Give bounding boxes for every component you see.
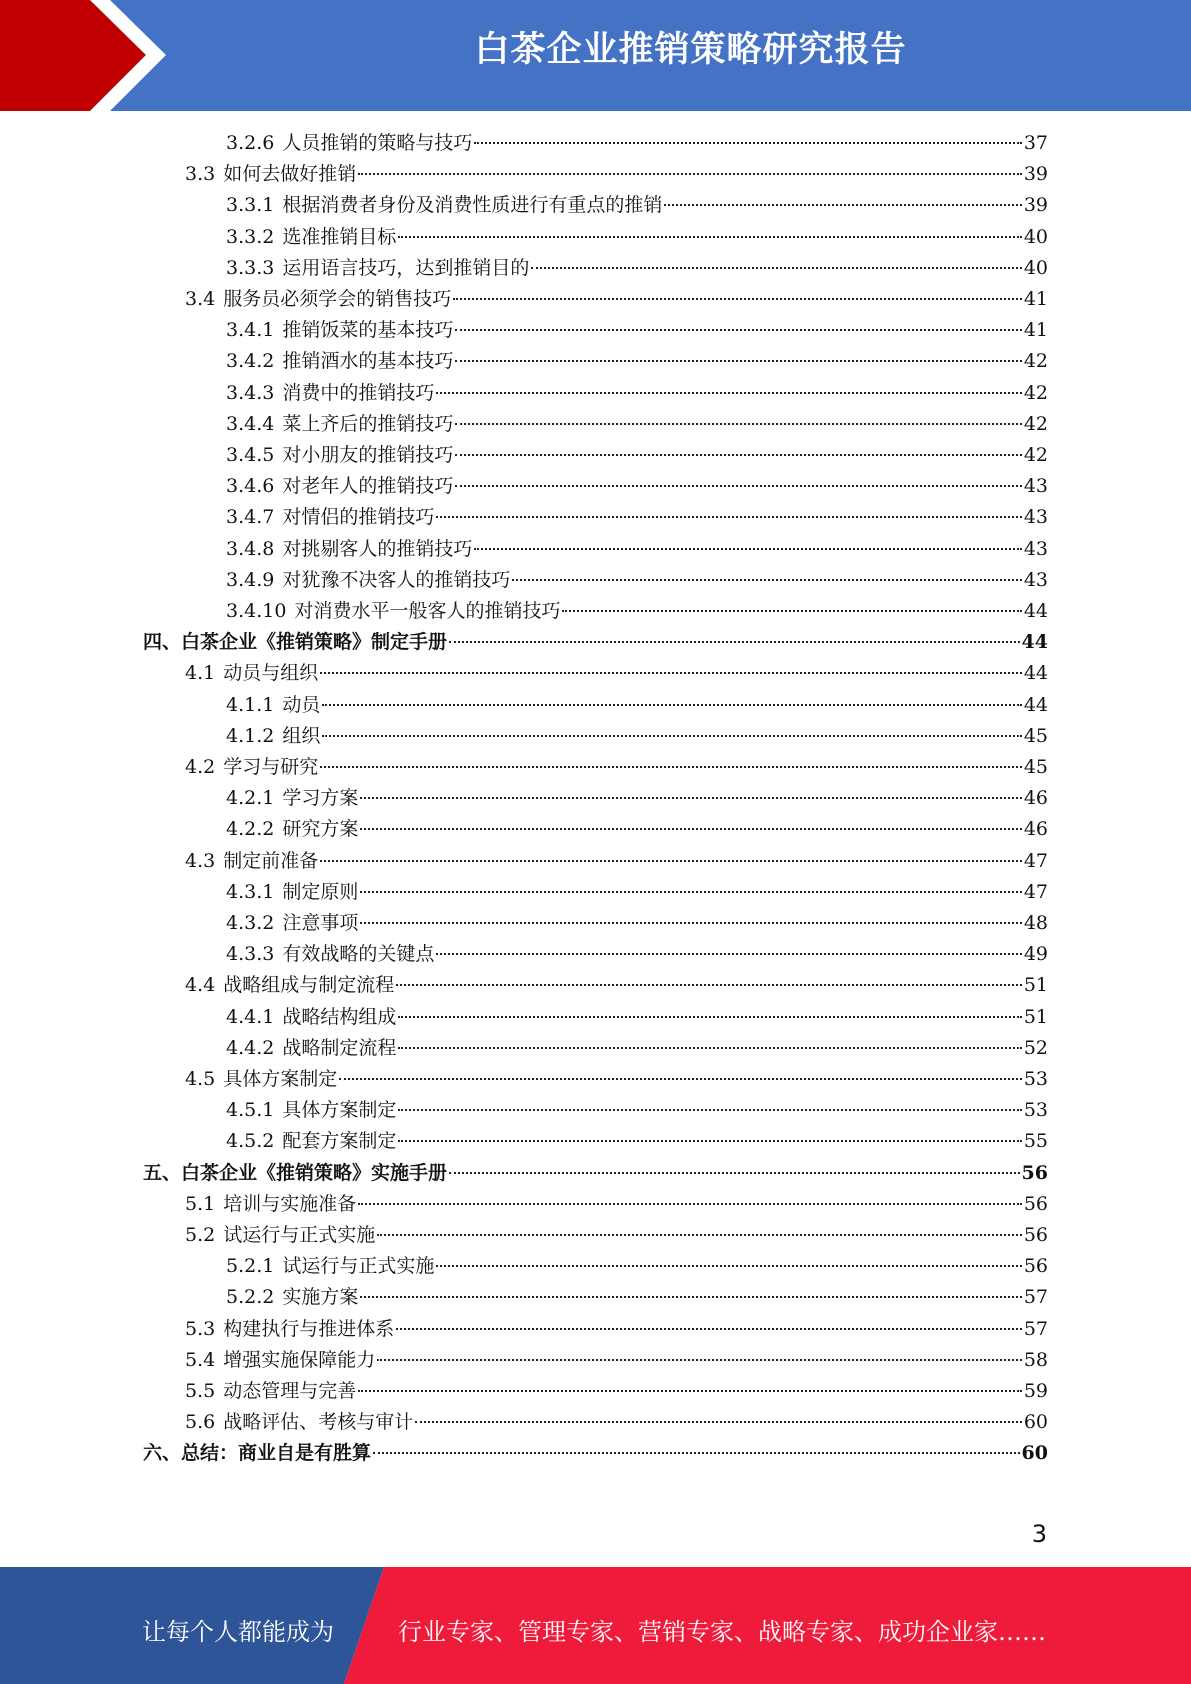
toc-entry-page: 43 bbox=[1023, 568, 1048, 591]
toc-dot-leader bbox=[562, 610, 1021, 612]
toc-entry-page: 53 bbox=[1023, 1068, 1048, 1090]
toc-entry-title: 白茶企业《推销策略》制定手册 bbox=[181, 631, 448, 654]
toc-entry[interactable] bbox=[185, 1345, 1048, 1376]
toc-entry-page: 42 bbox=[1023, 444, 1048, 466]
toc-entry-page: 59 bbox=[1023, 1380, 1048, 1402]
toc-dot-leader bbox=[360, 922, 1021, 924]
toc-entry[interactable] bbox=[226, 1095, 1048, 1126]
toc-entry-page: 43 bbox=[1023, 537, 1048, 560]
toc-dot-leader bbox=[358, 173, 1022, 175]
toc-entry[interactable] bbox=[185, 1407, 1048, 1438]
toc-entry[interactable] bbox=[226, 471, 1048, 502]
toc-entry[interactable] bbox=[185, 658, 1048, 689]
toc-entry-title: 动员 bbox=[282, 693, 321, 716]
toc-entry-title: 学习方案 bbox=[282, 787, 359, 810]
toc-entry[interactable] bbox=[226, 222, 1048, 253]
toc-dot-leader bbox=[512, 579, 1021, 581]
toc-entry-title: 对情侣的推销技巧 bbox=[282, 506, 435, 529]
toc-entry[interactable] bbox=[226, 1033, 1048, 1064]
toc-entry[interactable] bbox=[226, 939, 1048, 970]
toc-entry-number: 4.4.1 bbox=[226, 1005, 275, 1028]
toc-dot-leader bbox=[360, 797, 1021, 799]
toc-entry-title: 增强实施保障能力 bbox=[223, 1348, 376, 1371]
toc-entry-page: 47 bbox=[1023, 849, 1048, 872]
toc-entry-number: 3.4.8 bbox=[226, 537, 275, 560]
toc-entry-title: 试运行与正式实施 bbox=[282, 1255, 435, 1278]
toc-dot-leader bbox=[377, 1359, 1022, 1361]
toc-entry-title: 动员与组织 bbox=[223, 662, 319, 685]
toc-entry-title: 构建执行与推进体系 bbox=[223, 1317, 395, 1340]
toc-entry-page: 57 bbox=[1023, 1286, 1048, 1309]
toc-dot-leader bbox=[398, 1140, 1021, 1142]
toc-entry-number: 4.4 bbox=[185, 974, 216, 997]
footer-slogan-left: 让每个人都能成为 bbox=[142, 1618, 334, 1646]
toc-entry-number: 六、 bbox=[143, 1442, 182, 1465]
toc-entry-page: 41 bbox=[1023, 319, 1048, 342]
toc-entry-title: 有效战略的关键点 bbox=[282, 943, 435, 966]
toc-dot-leader bbox=[436, 392, 1021, 394]
toc-entry[interactable] bbox=[226, 1002, 1048, 1033]
toc-entry-number: 4.3.3 bbox=[226, 943, 275, 966]
toc-entry[interactable] bbox=[226, 190, 1048, 221]
toc-entry-page: 43 bbox=[1023, 475, 1048, 498]
toc-entry-number: 5.3 bbox=[185, 1317, 216, 1340]
toc-entry-page: 39 bbox=[1023, 194, 1048, 217]
toc-entry-page: 56 bbox=[1023, 1255, 1048, 1278]
toc-entry-page: 44 bbox=[1023, 600, 1048, 622]
toc-entry-page: 45 bbox=[1023, 756, 1048, 778]
toc-dot-leader bbox=[453, 298, 1022, 300]
toc-entry-number: 4.5.2 bbox=[226, 1130, 275, 1153]
toc-entry-title: 具体方案制定 bbox=[282, 1099, 397, 1122]
toc-entry-title: 人员推销的策略与技巧 bbox=[282, 132, 473, 154]
toc-entry[interactable] bbox=[143, 1158, 1048, 1189]
toc-entry-number: 5.4 bbox=[185, 1348, 216, 1371]
toc-entry-page: 39 bbox=[1023, 163, 1048, 186]
toc-entry-number: 4.3.2 bbox=[226, 912, 275, 934]
toc-entry[interactable] bbox=[185, 1376, 1048, 1407]
toc-entry-page: 56 bbox=[1023, 1224, 1048, 1246]
toc-entry-page: 46 bbox=[1023, 818, 1048, 841]
document-title: 白茶企业推销策略研究报告 bbox=[474, 30, 907, 70]
toc-entry-title: 战略组成与制定流程 bbox=[223, 974, 395, 997]
toc-entry-number: 4.3 bbox=[185, 849, 216, 872]
toc-entry-title: 配套方案制定 bbox=[282, 1130, 397, 1153]
toc-entry-title: 研究方案 bbox=[282, 818, 359, 841]
toc-dot-leader bbox=[339, 1078, 1022, 1080]
toc-dot-leader bbox=[360, 1296, 1021, 1298]
toc-dot-leader bbox=[455, 423, 1021, 425]
toc-entry[interactable] bbox=[185, 970, 1048, 1001]
toc-entry[interactable] bbox=[226, 783, 1048, 814]
toc-dot-leader bbox=[398, 236, 1021, 238]
toc-entry-number: 3.4.3 bbox=[226, 381, 275, 404]
toc-entry-title: 制定前准备 bbox=[223, 849, 319, 872]
toc-entry-title: 菜上齐后的推销技巧 bbox=[282, 412, 454, 435]
toc-entry-title: 对挑剔客人的推销技巧 bbox=[282, 537, 473, 560]
toc-entry[interactable] bbox=[226, 346, 1048, 377]
toc-entry-title: 总结：商业自是有胜算 bbox=[181, 1442, 372, 1465]
toc-entry-number: 5.5 bbox=[185, 1380, 216, 1402]
toc-entry-number: 5.6 bbox=[185, 1411, 216, 1434]
toc-entry-title: 试运行与正式实施 bbox=[223, 1224, 376, 1246]
toc-entry-number: 3.4.7 bbox=[226, 506, 275, 529]
toc-entry[interactable] bbox=[185, 1220, 1048, 1251]
toc-entry[interactable] bbox=[226, 565, 1048, 596]
toc-entry-title: 动态管理与完善 bbox=[223, 1380, 357, 1402]
toc-entry[interactable] bbox=[143, 627, 1048, 658]
toc-entry-page: 45 bbox=[1023, 724, 1048, 747]
toc-entry-number: 4.2 bbox=[185, 756, 216, 778]
toc-entry-number: 3.4.4 bbox=[226, 412, 275, 435]
toc-entry-title: 组织 bbox=[282, 724, 321, 747]
toc-entry-title: 战略制定流程 bbox=[282, 1036, 397, 1059]
toc-entry-page: 52 bbox=[1023, 1036, 1048, 1059]
toc-dot-leader bbox=[320, 766, 1022, 768]
toc-entry-page: 51 bbox=[1023, 1005, 1048, 1028]
toc-dot-leader bbox=[360, 891, 1021, 893]
toc-entry-number: 4.1.1 bbox=[226, 693, 275, 716]
toc-entry-number: 4.5 bbox=[185, 1068, 216, 1090]
toc-dot-leader bbox=[474, 548, 1021, 550]
toc-entry-page: 49 bbox=[1023, 943, 1048, 966]
toc-entry-title: 服务员必须学会的销售技巧 bbox=[223, 288, 452, 310]
toc-entry-title: 消费中的推销技巧 bbox=[282, 381, 435, 404]
toc-entry[interactable] bbox=[226, 1251, 1048, 1282]
toc-dot-leader bbox=[322, 735, 1021, 737]
toc-entry-number: 4.2.1 bbox=[226, 787, 275, 810]
toc-dot-leader bbox=[455, 329, 1021, 331]
toc-dot-leader bbox=[396, 984, 1022, 986]
toc-entry-page: 56 bbox=[1023, 1192, 1048, 1215]
toc-entry[interactable] bbox=[226, 877, 1048, 908]
toc-dot-leader bbox=[455, 360, 1021, 362]
toc-entry-number: 3.3 bbox=[185, 163, 216, 186]
toc-entry-number: 3.4.10 bbox=[226, 600, 287, 622]
toc-entry-number: 3.3.1 bbox=[226, 194, 275, 217]
toc-entry-page: 40 bbox=[1023, 225, 1048, 248]
toc-dot-leader bbox=[531, 267, 1021, 269]
toc-entry-page: 44 bbox=[1021, 631, 1048, 654]
toc-dot-leader bbox=[664, 204, 1021, 206]
toc-entry-page: 37 bbox=[1023, 132, 1048, 154]
toc-entry-number: 3.4.2 bbox=[226, 350, 275, 373]
toc-entry-title: 推销酒水的基本技巧 bbox=[282, 350, 454, 373]
toc-dot-leader bbox=[398, 1109, 1021, 1111]
toc-entry-number: 3.3.2 bbox=[226, 225, 275, 248]
toc-dot-leader bbox=[320, 672, 1022, 674]
toc-dot-leader bbox=[455, 485, 1021, 487]
footer-slogan-right: 行业专家、管理专家、营销专家、战略专家、成功企业家…… bbox=[398, 1618, 1046, 1646]
toc-entry-page: 60 bbox=[1021, 1442, 1048, 1465]
toc-entry-page: 53 bbox=[1023, 1099, 1048, 1122]
toc-entry-page: 48 bbox=[1023, 912, 1048, 934]
toc-entry[interactable] bbox=[185, 752, 1048, 783]
toc-entry[interactable] bbox=[226, 378, 1048, 409]
toc-entry[interactable] bbox=[185, 1314, 1048, 1345]
toc-entry-number: 3.4.9 bbox=[226, 568, 275, 591]
toc-entry-number: 3.4.6 bbox=[226, 475, 275, 498]
toc-dot-leader bbox=[474, 142, 1021, 144]
toc-dot-leader bbox=[396, 1328, 1022, 1330]
toc-dot-leader bbox=[449, 641, 1020, 643]
toc-entry[interactable] bbox=[226, 721, 1048, 752]
toc-entry-title: 注意事项 bbox=[282, 912, 359, 934]
toc-entry-title: 学习与研究 bbox=[223, 756, 319, 778]
toc-entry-page: 47 bbox=[1023, 880, 1048, 903]
toc-entry[interactable] bbox=[226, 128, 1048, 159]
toc-dot-leader bbox=[360, 828, 1021, 830]
toc-entry-page: 41 bbox=[1023, 288, 1048, 310]
toc-entry[interactable] bbox=[226, 1126, 1048, 1157]
toc-entry-title: 推销饭菜的基本技巧 bbox=[282, 319, 454, 342]
toc-entry-number: 四、 bbox=[143, 631, 182, 654]
toc-entry-page: 56 bbox=[1021, 1161, 1048, 1184]
toc-dot-leader bbox=[449, 1172, 1020, 1174]
toc-entry[interactable] bbox=[226, 315, 1048, 346]
toc-entry[interactable] bbox=[226, 534, 1048, 565]
toc-entry-title: 实施方案 bbox=[282, 1286, 359, 1309]
toc-entry[interactable] bbox=[226, 1282, 1048, 1313]
toc-entry-page: 60 bbox=[1023, 1411, 1048, 1434]
toc-entry-title: 根据消费者身份及消费性质进行有重点的推销 bbox=[282, 194, 663, 217]
toc-entry-title: 具体方案制定 bbox=[223, 1068, 338, 1090]
toc-dot-leader bbox=[436, 953, 1021, 955]
toc-entry[interactable] bbox=[185, 846, 1048, 877]
toc-entry-page: 57 bbox=[1023, 1317, 1048, 1340]
toc-entry-number: 5.2 bbox=[185, 1224, 216, 1246]
toc-entry-title: 白茶企业《推销策略》实施手册 bbox=[181, 1161, 448, 1184]
toc-entry-number: 3.4.1 bbox=[226, 319, 275, 342]
toc-entry[interactable] bbox=[185, 1189, 1048, 1220]
toc-entry[interactable] bbox=[185, 284, 1048, 315]
toc-entry-title: 战略结构组成 bbox=[282, 1005, 397, 1028]
toc-entry-page: 51 bbox=[1023, 974, 1048, 997]
toc-entry-page: 42 bbox=[1023, 412, 1048, 435]
toc-entry-title: 如何去做好推销 bbox=[223, 163, 357, 186]
toc-entry-title: 对老年人的推销技巧 bbox=[282, 475, 454, 498]
toc-entry-page: 44 bbox=[1023, 693, 1048, 716]
toc-entry-number: 4.4.2 bbox=[226, 1036, 275, 1059]
toc-entry-title: 制定原则 bbox=[282, 880, 359, 903]
toc-dot-leader bbox=[455, 454, 1021, 456]
toc-dot-leader bbox=[373, 1452, 1020, 1454]
toc-dot-leader bbox=[320, 860, 1022, 862]
toc-entry-title: 对小朋友的推销技巧 bbox=[282, 444, 454, 466]
toc-entry-page: 42 bbox=[1023, 350, 1048, 373]
toc-entry-number: 五、 bbox=[143, 1161, 182, 1184]
toc-entry[interactable] bbox=[185, 159, 1048, 190]
toc-dot-leader bbox=[398, 1016, 1021, 1018]
page-number: 3 bbox=[1031, 1520, 1047, 1548]
toc-entry-page: 40 bbox=[1023, 256, 1048, 279]
toc-entry-page: 58 bbox=[1023, 1348, 1048, 1371]
toc-entry-number: 3.4 bbox=[185, 288, 216, 310]
toc-entry[interactable] bbox=[185, 1064, 1048, 1095]
toc-entry-page: 42 bbox=[1023, 381, 1048, 404]
toc-entry-title: 战略评估、考核与审计 bbox=[223, 1411, 414, 1434]
toc-entry-number: 5.1 bbox=[185, 1192, 216, 1215]
toc-entry-number: 3.2.6 bbox=[226, 132, 275, 154]
toc-entry-number: 5.2.2 bbox=[226, 1286, 275, 1309]
toc-entry[interactable] bbox=[226, 502, 1048, 533]
toc-dot-leader bbox=[358, 1203, 1022, 1205]
toc-dot-leader bbox=[415, 1421, 1022, 1423]
toc-entry-page: 43 bbox=[1023, 506, 1048, 529]
toc-entry[interactable] bbox=[226, 814, 1048, 845]
toc-dot-leader bbox=[436, 1265, 1021, 1267]
toc-entry-page: 55 bbox=[1023, 1130, 1048, 1153]
toc-entry-number: 4.5.1 bbox=[226, 1099, 275, 1122]
toc-entry-page: 46 bbox=[1023, 787, 1048, 810]
toc-entry-number: 4.2.2 bbox=[226, 818, 275, 841]
toc-entry-title: 对消费水平一般客人的推销技巧 bbox=[294, 600, 561, 622]
toc-entry-title: 对犹豫不决客人的推销技巧 bbox=[282, 568, 511, 591]
toc-dot-leader bbox=[436, 516, 1021, 518]
toc-entry-number: 4.3.1 bbox=[226, 880, 275, 903]
toc-dot-leader bbox=[322, 704, 1021, 706]
toc-entry[interactable] bbox=[226, 596, 1048, 627]
toc-entry-number: 4.1.2 bbox=[226, 724, 275, 747]
toc-entry[interactable] bbox=[143, 1438, 1048, 1469]
toc-entry[interactable] bbox=[226, 253, 1048, 284]
toc-entry-number: 4.1 bbox=[185, 662, 216, 685]
toc-entry-title: 培训与实施准备 bbox=[223, 1192, 357, 1215]
toc-dot-leader bbox=[358, 1390, 1022, 1392]
toc-entry-title: 运用语言技巧，达到推销目的 bbox=[282, 256, 530, 279]
toc-entry[interactable] bbox=[226, 690, 1048, 721]
toc-entry[interactable] bbox=[226, 908, 1048, 939]
toc-entry[interactable] bbox=[226, 440, 1048, 471]
page-header bbox=[0, 0, 1191, 111]
toc-entry-number: 5.2.1 bbox=[226, 1255, 275, 1278]
toc-entry-title: 选准推销目标 bbox=[282, 225, 397, 248]
toc-entry[interactable] bbox=[226, 409, 1048, 440]
toc-dot-leader bbox=[398, 1047, 1021, 1049]
toc-entry-number: 3.3.3 bbox=[226, 256, 275, 279]
toc-dot-leader bbox=[377, 1234, 1022, 1236]
toc-entry-page: 44 bbox=[1023, 662, 1048, 685]
toc-entry-number: 3.4.5 bbox=[226, 444, 275, 466]
